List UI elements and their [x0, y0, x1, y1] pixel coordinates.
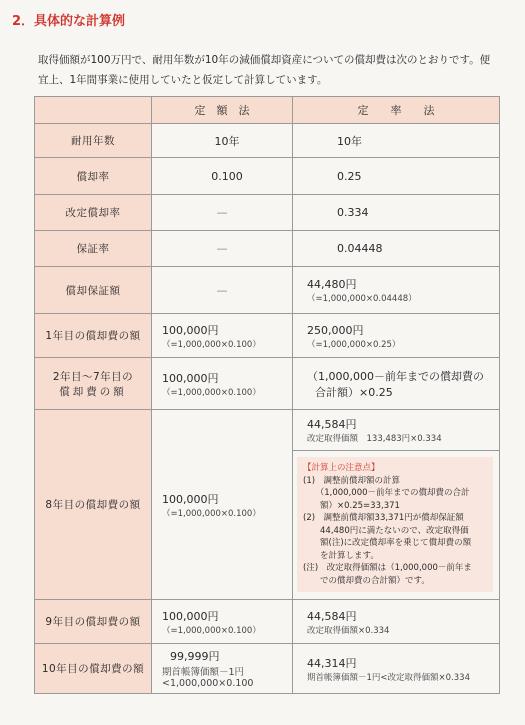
header-teiritsu: 定 率 法	[293, 97, 500, 124]
cell-sub: （=1,000,000×0.100）	[162, 625, 261, 636]
cell-main: 44,480円	[307, 278, 357, 291]
cell-main: 100,000円	[162, 492, 219, 506]
table-row	[35, 267, 500, 314]
cell-sub: （=1,000,000×0.25）	[307, 339, 401, 350]
teigaku-value	[152, 231, 293, 267]
depreciation-table	[34, 96, 500, 694]
note-line: (注) 改定取得価額は（1,000,000－前年ま	[303, 563, 472, 573]
row-label-useful-life: 耐用年数	[35, 124, 152, 158]
cell-sub: （=1,000,000×0.100）	[162, 339, 261, 350]
header-blank	[35, 97, 152, 124]
cell-main: 250,000円	[307, 323, 364, 337]
cell-main: 99,999円	[170, 650, 220, 663]
cell-line: 合計額）×0.25	[315, 385, 393, 399]
note-title: 【計算上の注意点】	[303, 463, 380, 473]
row-label-year2-7	[35, 358, 152, 410]
teiritsu-value	[293, 195, 500, 231]
table-row	[35, 644, 500, 694]
teigaku-value	[152, 124, 293, 158]
table-row	[35, 314, 500, 358]
cell-sub: （=1,000,000×0.04448）	[307, 294, 417, 304]
cell-sub: （=1,000,000×0.100）	[162, 508, 261, 519]
teigaku-value	[152, 267, 293, 314]
table-row	[35, 195, 500, 231]
cell-text: 10年	[214, 134, 240, 148]
teiritsu-value	[293, 124, 500, 158]
table-row	[35, 231, 500, 267]
cell-sub: 改定取得価額×0.334	[307, 625, 390, 636]
table-header-row	[35, 97, 500, 124]
cell-text: 0.25	[337, 169, 362, 183]
cell-main: 100,000円	[162, 609, 219, 623]
label-line: 償却費の額	[59, 385, 127, 398]
table-row	[35, 124, 500, 158]
teiritsu-value	[293, 314, 500, 358]
cell-line: （1,000,000－前年までの償却費の	[307, 369, 484, 383]
teiritsu-value	[293, 644, 500, 694]
teigaku-value	[152, 644, 293, 694]
row-label-guarantee-rate: 保証率	[35, 231, 152, 267]
teigaku-value	[152, 195, 293, 231]
table-row	[35, 358, 500, 410]
cell-text: —	[216, 283, 228, 297]
teigaku-value	[152, 410, 293, 600]
note-line: 額）×0.25=33,371	[303, 500, 400, 511]
intro-paragraph: 取得価額が100万円で、耐用年数が10年の減価償却資産についての償却費は次のとおりです。便宜上、1年間事業に使用していたと仮定して計算しています。	[38, 54, 491, 86]
calculation-note	[297, 457, 493, 592]
cell-main: 44,314円	[307, 656, 357, 670]
note-line: 額(注)に改定償却率を乗じて償却費の額	[303, 538, 472, 548]
row-label-revised-rate: 改定償却率	[35, 195, 152, 231]
teigaku-value	[152, 314, 293, 358]
teiritsu-value	[293, 231, 500, 267]
cell-sub: （=1,000,000×0.100）	[162, 387, 261, 398]
table-row	[35, 158, 500, 195]
cell-text: —	[216, 206, 228, 219]
row-label-year10: 10年目の償却費の額	[35, 644, 152, 694]
cell-main: 100,000円	[162, 323, 219, 337]
note-line: での償却費の合計額）です。	[303, 575, 430, 586]
header-teigaku: 定 額 法	[152, 97, 293, 124]
row-label-guarantee-amount: 償却保証額	[35, 267, 152, 314]
row-label-year8: 8年目の償却費の額	[35, 410, 152, 600]
teigaku-value	[152, 158, 293, 195]
cell-sub: 期首帳簿価額－1円	[162, 667, 245, 678]
note-line: を計算します。	[303, 550, 379, 561]
teiritsu-value	[293, 158, 500, 195]
cell-main: 44,584円	[307, 609, 357, 623]
section-heading: 2．具体的な計算例	[12, 14, 126, 29]
teiritsu-value	[293, 358, 500, 410]
cell-text: 0.100	[211, 169, 243, 183]
cell-text: 0.334	[337, 206, 369, 219]
teiritsu-value	[293, 267, 500, 314]
cell-sub: 改定取得価額 133,483円×0.334	[307, 434, 442, 444]
table-row	[35, 600, 500, 644]
cell-main: 100,000円	[162, 371, 219, 385]
cell-text: —	[216, 242, 228, 255]
row-label-rate: 償却率	[35, 158, 152, 195]
teiritsu-value	[293, 600, 500, 644]
note-line: (1) 調整前償却額の計算	[303, 475, 401, 486]
teigaku-value	[152, 358, 293, 410]
table-row	[35, 410, 500, 600]
label-line: 2年目～7年目の	[52, 370, 134, 383]
teiritsu-value	[293, 410, 500, 600]
note-line: (2) 調整前償却額33,371円が償却保証額	[303, 513, 464, 523]
cell-main: 44,584円	[307, 418, 357, 431]
note-line: （1,000,000－前年までの償却費の合計	[303, 488, 470, 498]
teigaku-value	[152, 600, 293, 644]
cell-sub: <1,000,000×0.100	[162, 678, 254, 689]
note-line: 44,480円に満たないので、改定取得価	[303, 525, 469, 536]
row-label-year9: 9年目の償却費の額	[35, 600, 152, 644]
cell-sub: 期首帳簿価額－1円<改定取得価額×0.334	[307, 672, 470, 683]
row-label-year1: 1年目の償却費の額	[35, 314, 152, 358]
cell-text: 10年	[337, 134, 362, 148]
cell-text: 0.04448	[337, 242, 383, 255]
